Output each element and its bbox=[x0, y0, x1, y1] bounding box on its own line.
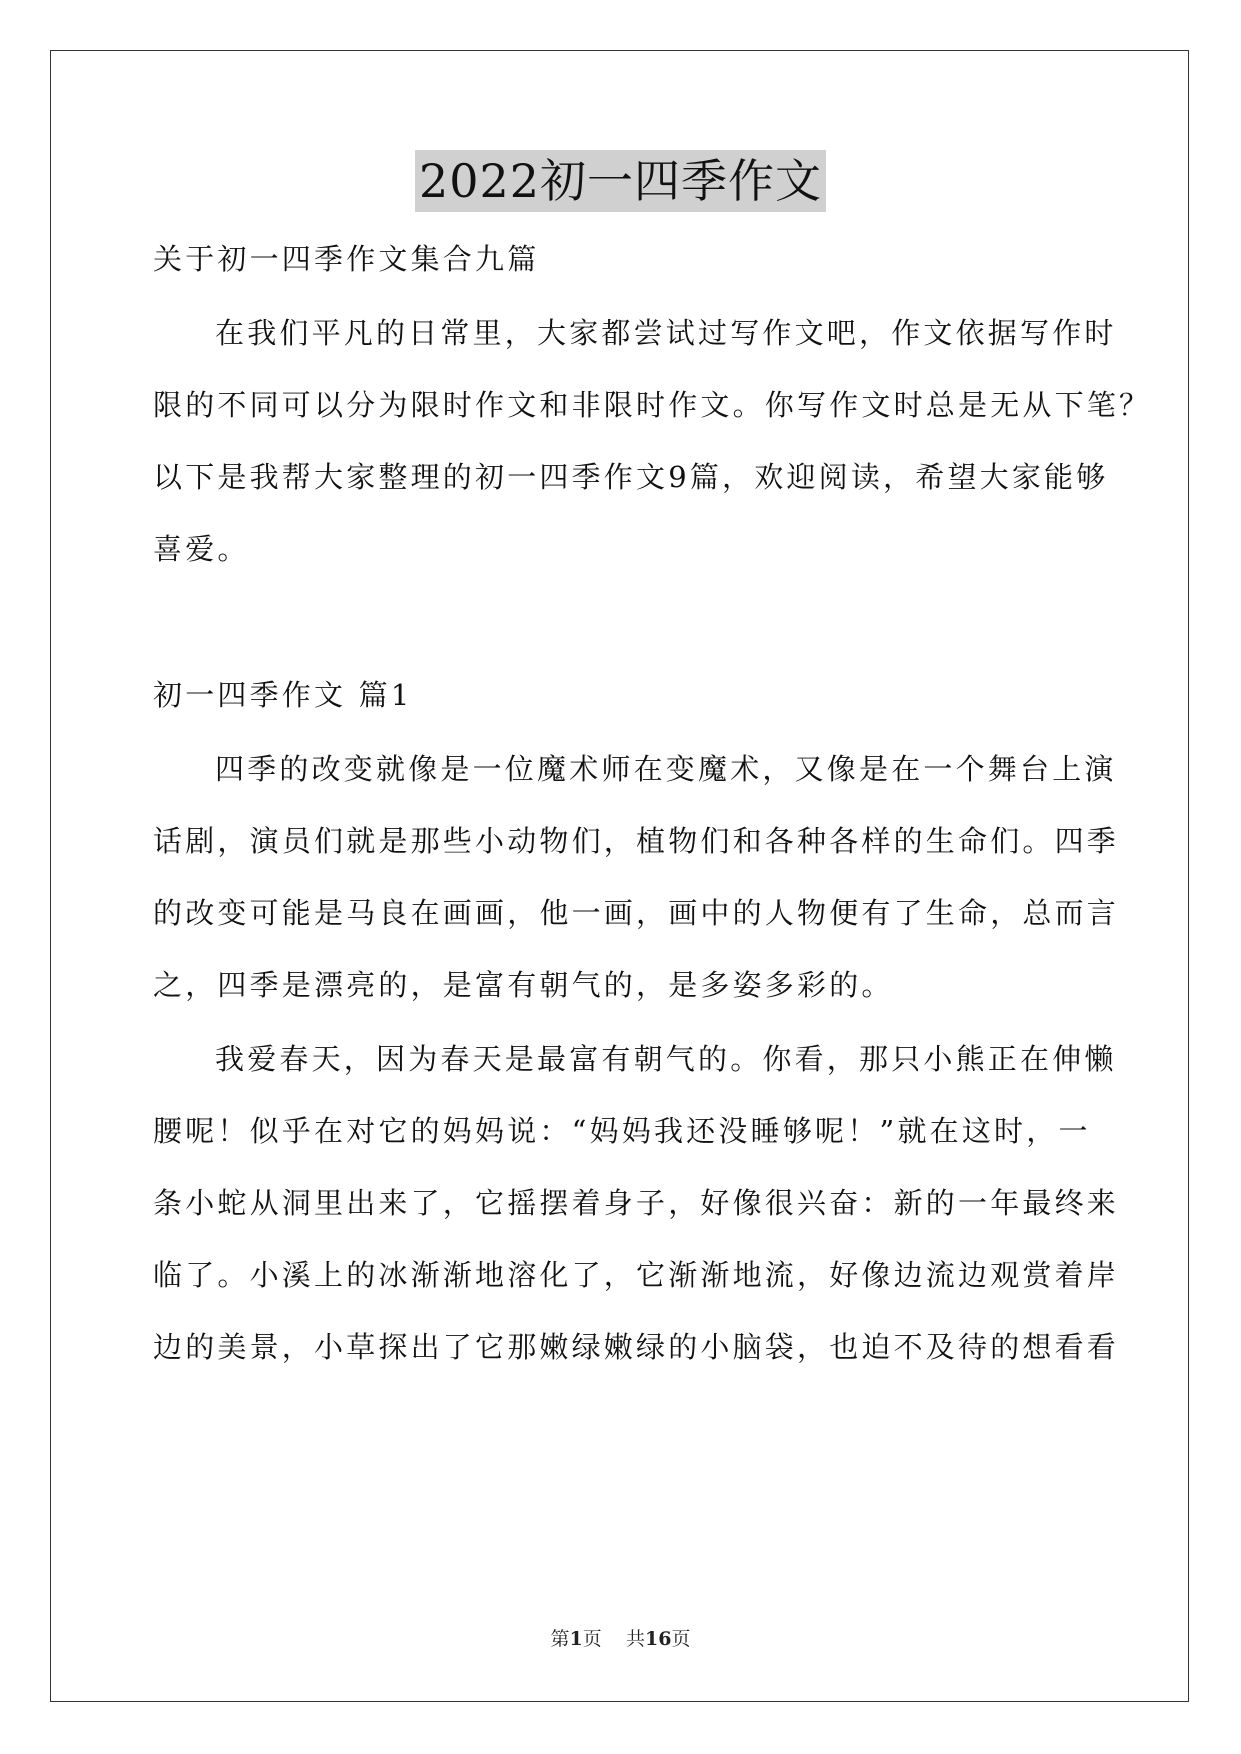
page-border bbox=[50, 50, 1189, 1702]
intro-line: 喜爱。 bbox=[153, 532, 250, 566]
intro-line: 限的不同可以分为限时作文和非限时作文。你写作文时总是无从下笔？ bbox=[153, 388, 1152, 422]
paragraph-line: 四季的改变就像是一位魔术师在变魔术，又像是在一个舞台上演 bbox=[215, 752, 1117, 786]
page-footer bbox=[0, 1626, 1241, 1652]
paragraph-line: 临了。小溪上的冰渐渐地溶化了，它渐渐地流，好像边流边观赏着岸 bbox=[153, 1258, 1120, 1292]
total-prefix: 共 bbox=[625, 1628, 645, 1650]
title-container bbox=[0, 150, 1241, 212]
intro-line: 在我们平凡的日常里，大家都尝试过写作文吧，作文依据写作时 bbox=[215, 316, 1117, 350]
section-heading: 初一四季作文 篇1 bbox=[153, 678, 413, 712]
intro-line: 以下是我帮大家整理的初一四季作文9篇，欢迎阅读，希望大家能够 bbox=[153, 460, 1109, 494]
paragraph-line: 边的美景，小草探出了它那嫩绿嫩绿的小脑袋，也迫不及待的想看看 bbox=[153, 1330, 1120, 1364]
paragraph-line: 我爱春天，因为春天是最富有朝气的。你看，那只小熊正在伸懒 bbox=[215, 1042, 1117, 1076]
document-title: 2022初一四季作文 bbox=[415, 150, 826, 212]
page-prefix: 第 bbox=[550, 1628, 570, 1650]
paragraph-line: 腰呢！似乎在对它的妈妈说：“妈妈我还没睡够呢！”就在这时，一 bbox=[153, 1114, 1091, 1148]
page-suffix: 页 bbox=[582, 1628, 602, 1650]
page-current: 1 bbox=[569, 1628, 583, 1650]
paragraph-line: 的改变可能是马良在画画，他一画，画中的人物便有了生命，总而言 bbox=[153, 896, 1120, 930]
total-suffix: 页 bbox=[671, 1628, 691, 1650]
document-subtitle: 关于初一四季作文集合九篇 bbox=[153, 242, 540, 276]
page-total: 16 bbox=[644, 1628, 672, 1650]
paragraph-line: 之，四季是漂亮的，是富有朝气的，是多姿多彩的。 bbox=[153, 968, 894, 1002]
paragraph-line: 话剧，演员们就是那些小动物们，植物们和各种各样的生命们。四季 bbox=[153, 824, 1120, 858]
paragraph-line: 条小蛇从洞里出来了，它摇摆着身子，好像很兴奋：新的一年最终来 bbox=[153, 1186, 1120, 1220]
